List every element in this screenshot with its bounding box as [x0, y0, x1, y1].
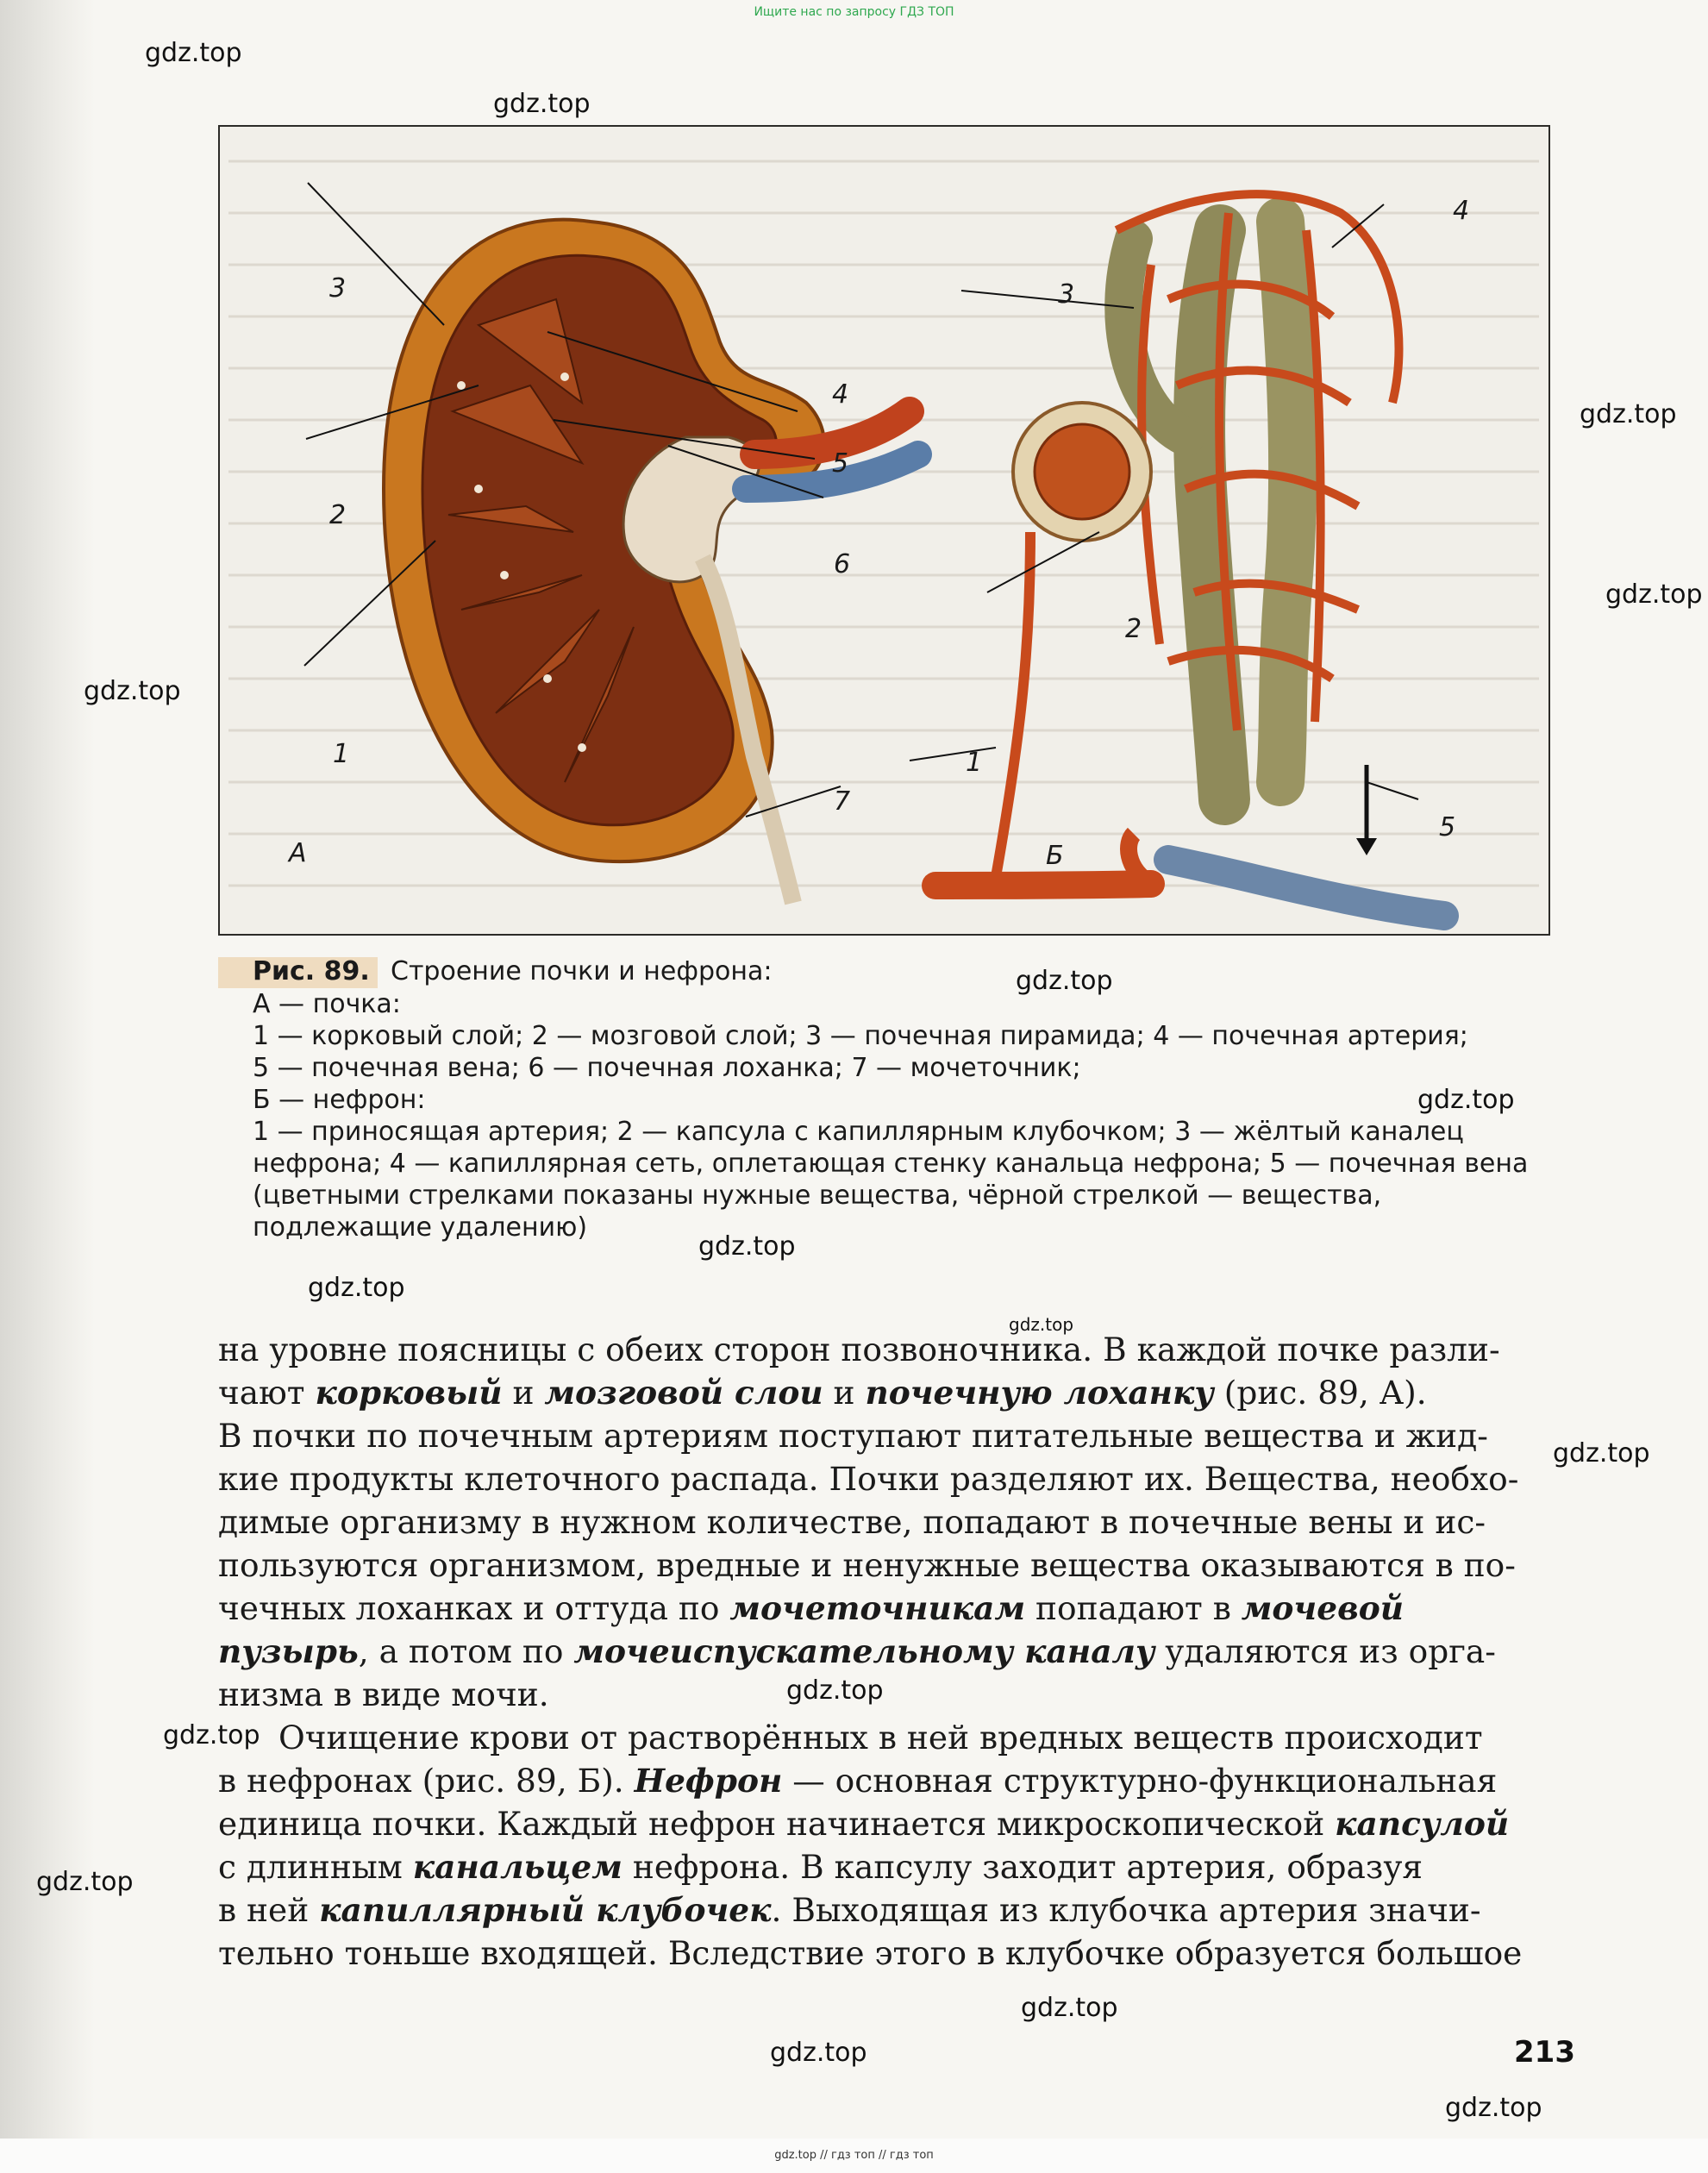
- text-line: [218, 1759, 1563, 1802]
- caption-line: 1 — корковый слой; 2 — мозговой слой; 3 — почечная пирамида; 4 — почечная артерия;: [253, 1021, 1468, 1051]
- panel-a-label: А: [289, 838, 307, 868]
- text-line: кие продукты клеточного распада. Почки разделяют их. Вещества, необхо-: [218, 1460, 1519, 1498]
- watermark: gdz.top: [36, 1867, 134, 1897]
- paragraph-1: [218, 1328, 1563, 1716]
- caption-line: Б — нефрон:: [253, 1085, 426, 1115]
- figure-89: [218, 125, 1550, 936]
- text-line: [218, 1888, 1563, 1932]
- watermark: gdz.top: [1445, 2093, 1542, 2123]
- nephron-drawing: [910, 194, 1444, 916]
- caption-line: 1 — приносящая артерия; 2 — капсула с капиллярным клубочком; 3 — жёлтый каналец: [253, 1117, 1464, 1147]
- watermark: gdz.top: [698, 1231, 796, 1262]
- text-line: В почки по почечным артериям поступают питательные вещества и жид-: [218, 1417, 1488, 1455]
- watermark: gdz.top: [1016, 966, 1113, 996]
- watermark: gdz.top: [1605, 579, 1703, 610]
- text-span: нефрона. В капсулу заходит артерия, образуя: [622, 1848, 1423, 1886]
- text-line: [218, 1845, 1563, 1888]
- term-bladder-cont: пузырь: [218, 1632, 359, 1670]
- text-line: димые организму в нужном количестве, попадают в почечные вены и ис-: [218, 1503, 1486, 1541]
- term-capsule: капсулой: [1335, 1805, 1510, 1843]
- text-line: [218, 1371, 1563, 1414]
- watermark: gdz.top: [1009, 1314, 1074, 1335]
- caption-line: (цветными стрелками показаны нужные вещества, чёрной стрелкой — вещества,: [253, 1180, 1382, 1211]
- text-line: тельно тоньше входящей. Вследствие этого в клубочке образуется большое: [218, 1934, 1523, 1972]
- watermark: gdz.top: [1417, 1085, 1515, 1115]
- text-line: [218, 1587, 1563, 1630]
- watermark: gdz.top: [770, 2038, 867, 2068]
- body-text: [218, 1328, 1563, 1975]
- panel-b-label: Б: [1046, 841, 1064, 871]
- caption-title-row: [218, 955, 1563, 988]
- term-renal-pelvis: почечную лоханку: [865, 1374, 1214, 1412]
- kidney-drawing: [304, 183, 918, 903]
- watermark: gdz.top: [145, 38, 242, 68]
- text-line: [218, 1630, 1563, 1673]
- watermark: gdz.top: [84, 676, 181, 706]
- text-span: в нефронах (рис. 89, Б).: [218, 1762, 635, 1800]
- nephron-label-2: 2: [1125, 614, 1142, 644]
- page-number: 213: [1514, 2035, 1575, 2070]
- text-line: Очищение крови от растворённых в ней вредных веществ происходит: [278, 1719, 1483, 1757]
- text-span: попадают в: [1025, 1589, 1242, 1627]
- kidney-label-7: 7: [834, 786, 851, 817]
- watermark: gdz.top: [786, 1675, 884, 1706]
- text-span: чают: [218, 1374, 316, 1412]
- caption-line: А — почка:: [253, 989, 401, 1019]
- term-medulla: мозговой слои: [544, 1374, 823, 1412]
- kidney-label-3: 3: [329, 273, 347, 304]
- paragraph-2: [218, 1716, 1563, 1975]
- caption-title: Строение почки и нефрона:: [391, 956, 773, 986]
- nephron-label-1: 1: [966, 748, 983, 778]
- text-line: пользуются организмом, вредные и ненужные вещества оказываются в по-: [218, 1546, 1516, 1584]
- watermark: gdz.top: [493, 89, 591, 119]
- site-banner[interactable]: Ищите нас по запросу ГДЗ ТОП: [754, 5, 954, 19]
- text-span: (рис. 89, А).: [1213, 1374, 1427, 1412]
- text-line: [218, 1802, 1563, 1845]
- kidney-nephron-illustration: [220, 127, 1548, 934]
- watermark: gdz.top: [1021, 1993, 1118, 2023]
- caption-line: 5 — почечная вена; 6 — почечная лоханка; 7 — мочеточник;: [253, 1053, 1081, 1083]
- watermark: gdz.top: [163, 1720, 260, 1750]
- page-edge-shadow: [0, 0, 95, 2173]
- term-bladder: мочевой: [1241, 1589, 1404, 1627]
- kidney-label-1: 1: [333, 739, 350, 769]
- watermark: gdz.top: [1553, 1438, 1650, 1468]
- text-span: в ней: [218, 1891, 320, 1929]
- text-span: с длинным: [218, 1848, 413, 1886]
- term-ureters: мочеточникам: [729, 1589, 1026, 1627]
- text-span: — основная структурно-функциональная: [782, 1762, 1498, 1800]
- term-glomerulus: капиллярный клубочек: [319, 1891, 772, 1929]
- text-span: единица почки. Каждый нефрон начинается микроскопической: [218, 1805, 1336, 1843]
- caption-line: подлежащие удалению): [253, 1212, 588, 1243]
- nephron-label-5: 5: [1439, 812, 1456, 842]
- nephron-label-3: 3: [1058, 279, 1075, 310]
- text-span: , а потом по: [358, 1632, 574, 1670]
- term-tubule: канальцем: [412, 1848, 623, 1886]
- caption-line: нефрона; 4 — капиллярная сеть, оплетающая стенку канальца нефрона; 5 — почечная вена: [253, 1149, 1529, 1179]
- text-span: и: [823, 1374, 866, 1412]
- term-cortex: корковый: [315, 1374, 503, 1412]
- text-line: на уровне поясницы с обеих сторон позвоночника. В каждой почке разли-: [218, 1331, 1500, 1368]
- kidney-label-2: 2: [329, 500, 347, 530]
- footer-banner[interactable]: gdz.top // гдз топ // гдз топ: [774, 2149, 934, 2162]
- kidney-label-4: 4: [832, 379, 849, 410]
- text-span: . Выходящая из клубочка артерия значи-: [771, 1891, 1481, 1929]
- kidney-label-5: 5: [832, 448, 849, 479]
- nephron-label-4: 4: [1453, 196, 1470, 226]
- watermark: gdz.top: [1580, 399, 1677, 429]
- figure-caption: [218, 955, 1563, 1243]
- caption-number: Рис. 89.: [253, 956, 370, 986]
- watermark: gdz.top: [308, 1273, 405, 1303]
- text-span: чечных лоханках и оттуда по: [218, 1589, 730, 1627]
- kidney-label-6: 6: [834, 549, 851, 579]
- term-urethra: мочеиспускательному каналу: [573, 1632, 1155, 1670]
- text-span: и: [502, 1374, 545, 1412]
- term-nephron: Нефрон: [634, 1762, 783, 1800]
- text-line: низма в виде мочи.: [218, 1675, 549, 1713]
- text-span: удаляются из орга-: [1154, 1632, 1496, 1670]
